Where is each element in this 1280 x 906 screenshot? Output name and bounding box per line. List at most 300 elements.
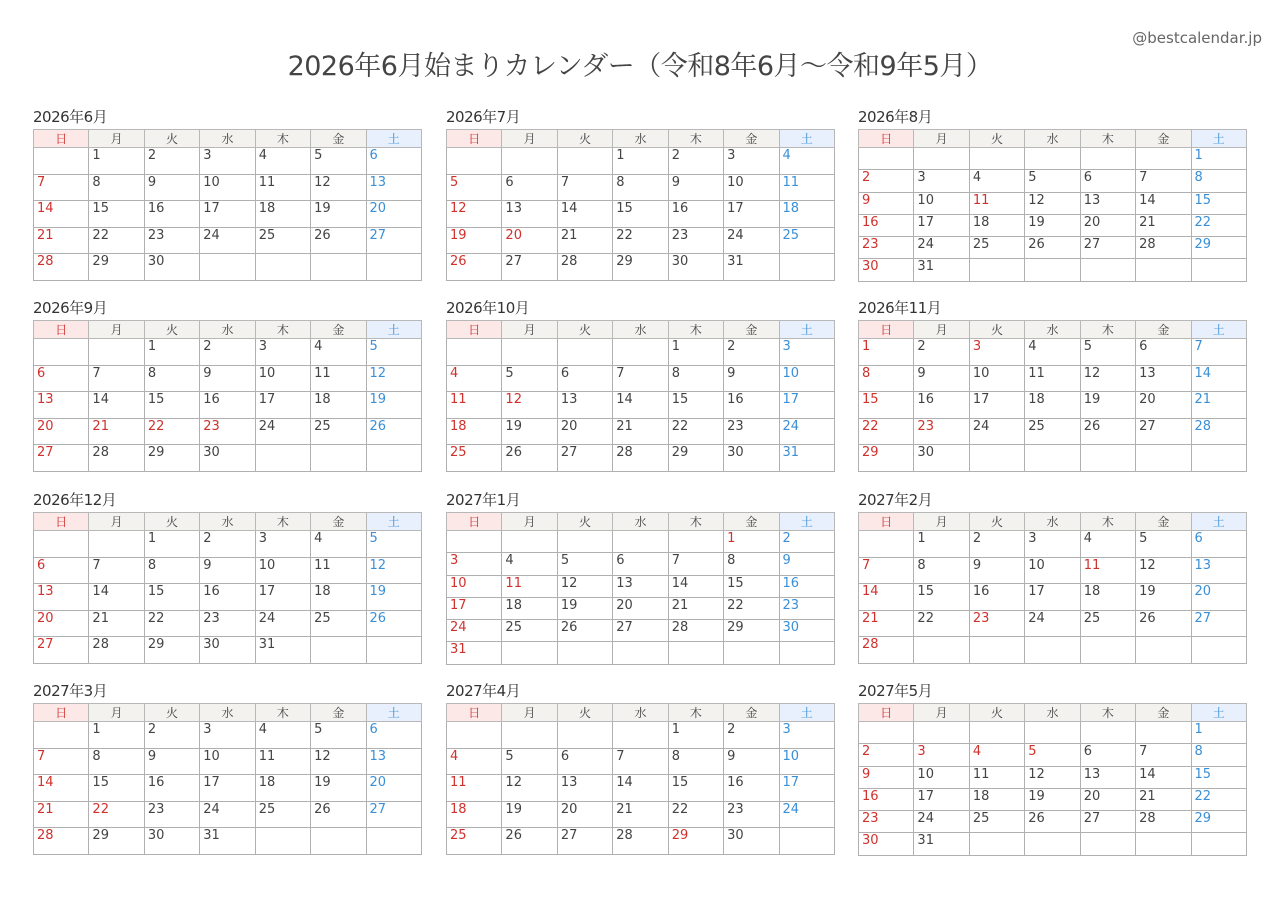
month-table [446,512,835,665]
day-cell: 19 [311,201,366,228]
empty-cell [1136,148,1191,170]
day-cell: 2 [914,339,969,366]
day-cell: 19 [502,801,557,828]
empty-cell [969,259,1024,281]
day-cell: 13 [613,575,668,597]
day-cell: 25 [311,418,366,445]
day-cell: 17 [724,201,779,228]
day-cell: 30 [668,254,723,281]
day-cell: 8 [1191,170,1246,192]
day-cell: 3 [1025,531,1080,558]
day-cell: 31 [724,254,779,281]
day-cell: 25 [255,801,310,828]
month-title: 2027年4月 [446,682,521,700]
weekday-header: 火 [969,704,1024,722]
month-title: 2027年1月 [446,491,521,509]
day-cell: 13 [34,392,89,419]
day-cell: 5 [366,339,421,366]
day-cell: 4 [779,148,834,175]
day-cell: 22 [144,610,199,637]
weekday-header: 日 [447,513,502,531]
day-cell: 6 [557,748,612,775]
empty-cell [1080,148,1135,170]
day-cell: 9 [859,192,914,214]
day-cell: 13 [1136,365,1191,392]
day-cell: 11 [311,557,366,584]
weekday-header: 金 [724,704,779,722]
day-cell: 23 [668,227,723,254]
day-cell: 27 [366,227,421,254]
day-cell: 29 [1191,811,1246,833]
empty-cell [1191,445,1246,472]
day-cell: 10 [1025,557,1080,584]
empty-cell [969,445,1024,472]
day-cell: 31 [447,642,502,664]
day-cell: 17 [779,392,834,419]
day-cell: 26 [1025,811,1080,833]
day-cell: 6 [34,557,89,584]
day-cell: 12 [1025,192,1080,214]
day-cell: 11 [969,192,1024,214]
day-cell: 8 [668,748,723,775]
empty-cell [1136,445,1191,472]
weekday-header: 日 [859,704,914,722]
day-cell: 6 [502,174,557,201]
day-cell: 29 [144,637,199,664]
day-cell: 17 [200,201,255,228]
day-cell: 29 [89,828,144,855]
empty-cell [613,531,668,553]
day-cell: 6 [1136,339,1191,366]
day-cell: 22 [859,418,914,445]
day-cell: 26 [1080,418,1135,445]
day-cell: 9 [144,748,199,775]
day-cell: 1 [1191,722,1246,744]
day-cell: 21 [859,610,914,637]
day-cell: 5 [502,365,557,392]
day-cell: 9 [200,557,255,584]
weekday-header: 火 [557,704,612,722]
day-cell: 26 [366,418,421,445]
month-calendar [33,680,422,855]
page-title: 2026年6月始まりカレンダー（令和8年6月～令和9年5月） [287,51,993,82]
weekday-header: 水 [200,130,255,148]
day-cell: 9 [724,365,779,392]
day-cell: 5 [311,148,366,175]
day-cell: 5 [447,174,502,201]
day-cell: 18 [969,788,1024,810]
day-cell: 1 [724,531,779,553]
weekday-header: 火 [557,130,612,148]
day-cell: 21 [1136,788,1191,810]
day-cell: 15 [613,201,668,228]
day-cell: 12 [502,392,557,419]
day-cell: 9 [914,365,969,392]
day-cell: 18 [1080,584,1135,611]
day-cell: 15 [914,584,969,611]
day-cell: 4 [969,170,1024,192]
weekday-header: 木 [1080,704,1135,722]
month-calendar [33,106,422,281]
month-calendar [446,106,835,281]
day-cell: 26 [366,610,421,637]
day-cell: 15 [668,775,723,802]
day-cell: 4 [1025,339,1080,366]
day-cell: 15 [1191,192,1246,214]
empty-cell [1136,637,1191,664]
day-cell: 14 [89,584,144,611]
day-cell: 28 [613,828,668,855]
weekday-header: 土 [779,321,834,339]
day-cell: 14 [859,584,914,611]
day-cell: 23 [144,801,199,828]
empty-cell [1080,722,1135,744]
weekday-header: 土 [366,513,421,531]
day-cell: 13 [1080,766,1135,788]
day-cell: 30 [859,833,914,855]
day-cell: 19 [447,227,502,254]
weekday-header: 日 [859,321,914,339]
month-calendar [33,297,422,472]
day-cell: 8 [89,174,144,201]
day-cell: 7 [613,748,668,775]
day-cell: 21 [668,597,723,619]
weekday-header: 土 [366,704,421,722]
day-cell: 23 [724,801,779,828]
empty-cell [34,148,89,175]
day-cell: 30 [779,620,834,642]
day-cell: 10 [969,365,1024,392]
day-cell: 10 [447,575,502,597]
empty-cell [1191,259,1246,281]
day-cell: 25 [447,828,502,855]
empty-cell [1136,722,1191,744]
day-cell: 22 [1191,214,1246,236]
day-cell: 11 [447,775,502,802]
day-cell: 24 [914,811,969,833]
day-cell: 22 [668,418,723,445]
month-table [446,129,835,281]
day-cell: 20 [557,418,612,445]
day-cell: 3 [779,722,834,749]
empty-cell [311,637,366,664]
weekday-header: 金 [1136,513,1191,531]
empty-cell [1025,259,1080,281]
empty-cell [969,833,1024,855]
weekday-header: 火 [144,321,199,339]
day-cell: 18 [502,597,557,619]
day-cell: 9 [779,553,834,575]
empty-cell [311,445,366,472]
empty-cell [859,148,914,170]
empty-cell [557,531,612,553]
day-cell: 7 [1191,339,1246,366]
weekday-header: 火 [969,513,1024,531]
day-cell: 21 [34,801,89,828]
day-cell: 3 [914,744,969,766]
day-cell: 20 [1191,584,1246,611]
day-cell: 10 [779,748,834,775]
day-cell: 24 [255,610,310,637]
empty-cell [200,254,255,281]
day-cell: 2 [969,531,1024,558]
empty-cell [668,642,723,664]
weekday-header: 月 [914,704,969,722]
day-cell: 28 [34,254,89,281]
day-cell: 9 [859,766,914,788]
weekday-header: 水 [1025,513,1080,531]
empty-cell [1025,445,1080,472]
day-cell: 16 [969,584,1024,611]
day-cell: 6 [557,365,612,392]
day-cell: 7 [89,557,144,584]
day-cell: 8 [613,174,668,201]
day-cell: 19 [366,584,421,611]
day-cell: 12 [447,201,502,228]
month-title: 2026年8月 [858,108,933,126]
day-cell: 29 [859,445,914,472]
month-table [33,129,422,281]
day-cell: 14 [89,392,144,419]
weekday-header: 金 [311,513,366,531]
day-cell: 22 [613,227,668,254]
day-cell: 17 [255,392,310,419]
day-cell: 19 [1080,392,1135,419]
empty-cell [668,531,723,553]
empty-cell [34,531,89,558]
day-cell: 14 [34,201,89,228]
day-cell: 11 [1080,557,1135,584]
day-cell: 25 [311,610,366,637]
day-cell: 21 [557,227,612,254]
day-cell: 12 [1136,557,1191,584]
weekday-header: 土 [779,513,834,531]
weekday-header: 土 [1191,513,1246,531]
empty-cell [557,339,612,366]
empty-cell [969,637,1024,664]
day-cell: 30 [724,445,779,472]
day-cell: 24 [969,418,1024,445]
empty-cell [255,828,310,855]
day-cell: 17 [1025,584,1080,611]
month-table [33,320,422,472]
day-cell: 18 [779,201,834,228]
day-cell: 13 [502,201,557,228]
day-cell: 19 [311,775,366,802]
day-cell: 6 [1080,744,1135,766]
day-cell: 5 [1136,531,1191,558]
day-cell: 28 [557,254,612,281]
day-cell: 1 [613,148,668,175]
day-cell: 1 [914,531,969,558]
empty-cell [969,148,1024,170]
day-cell: 1 [89,722,144,749]
day-cell: 29 [1191,237,1246,259]
empty-cell [366,445,421,472]
day-cell: 7 [613,365,668,392]
day-cell: 4 [447,365,502,392]
day-cell: 21 [89,418,144,445]
day-cell: 20 [1080,788,1135,810]
empty-cell [1136,259,1191,281]
weekday-header: 月 [89,704,144,722]
day-cell: 3 [255,339,310,366]
day-cell: 25 [779,227,834,254]
day-cell: 29 [668,445,723,472]
month-table [858,129,1247,282]
weekday-header: 日 [859,130,914,148]
day-cell: 18 [447,801,502,828]
day-cell: 28 [89,445,144,472]
weekday-header: 日 [34,130,89,148]
month-table [33,512,422,664]
day-cell: 2 [779,531,834,553]
month-title: 2026年7月 [446,108,521,126]
day-cell: 17 [447,597,502,619]
weekday-header: 金 [724,130,779,148]
day-cell: 25 [969,811,1024,833]
day-cell: 14 [613,392,668,419]
day-cell: 22 [144,418,199,445]
day-cell: 5 [311,722,366,749]
day-cell: 16 [914,392,969,419]
day-cell: 23 [969,610,1024,637]
empty-cell [1025,637,1080,664]
day-cell: 24 [200,227,255,254]
weekday-header: 木 [668,321,723,339]
weekday-header: 火 [144,704,199,722]
day-cell: 5 [1025,744,1080,766]
day-cell: 6 [1191,531,1246,558]
day-cell: 2 [200,531,255,558]
day-cell: 31 [200,828,255,855]
day-cell: 27 [613,620,668,642]
day-cell: 23 [724,418,779,445]
weekday-header: 土 [366,321,421,339]
day-cell: 8 [89,748,144,775]
day-cell: 20 [1136,392,1191,419]
day-cell: 29 [668,828,723,855]
day-cell: 4 [255,148,310,175]
day-cell: 13 [366,748,421,775]
day-cell: 16 [668,201,723,228]
empty-cell [557,722,612,749]
day-cell: 4 [969,744,1024,766]
day-cell: 15 [724,575,779,597]
day-cell: 23 [144,227,199,254]
day-cell: 23 [859,811,914,833]
day-cell: 7 [859,557,914,584]
day-cell: 26 [311,227,366,254]
day-cell: 29 [724,620,779,642]
month-table [446,320,835,472]
day-cell: 30 [144,828,199,855]
month-calendar [858,489,1247,664]
month-table [858,703,1247,856]
weekday-header: 火 [557,321,612,339]
day-cell: 19 [366,392,421,419]
day-cell: 9 [724,748,779,775]
day-cell: 29 [613,254,668,281]
day-cell: 1 [668,339,723,366]
day-cell: 13 [366,174,421,201]
empty-cell [1080,637,1135,664]
weekday-header: 日 [447,321,502,339]
weekday-header: 火 [144,513,199,531]
day-cell: 16 [144,775,199,802]
day-cell: 30 [914,445,969,472]
day-cell: 27 [34,637,89,664]
day-cell: 12 [502,775,557,802]
empty-cell [502,531,557,553]
day-cell: 26 [502,445,557,472]
day-cell: 20 [613,597,668,619]
day-cell: 12 [557,575,612,597]
empty-cell [89,339,144,366]
day-cell: 4 [1080,531,1135,558]
day-cell: 21 [1136,214,1191,236]
month-calendar [33,489,422,664]
day-cell: 30 [200,445,255,472]
day-cell: 2 [724,339,779,366]
day-cell: 3 [969,339,1024,366]
empty-cell [366,828,421,855]
day-cell: 23 [914,418,969,445]
day-cell: 27 [1191,610,1246,637]
month-table [858,320,1247,472]
weekday-header: 月 [89,130,144,148]
day-cell: 3 [724,148,779,175]
day-cell: 3 [200,722,255,749]
month-title: 2026年9月 [33,299,108,317]
day-cell: 7 [34,748,89,775]
day-cell: 16 [144,201,199,228]
day-cell: 3 [447,553,502,575]
day-cell: 28 [859,637,914,664]
day-cell: 25 [502,620,557,642]
day-cell: 17 [779,775,834,802]
day-cell: 8 [724,553,779,575]
empty-cell [502,148,557,175]
empty-cell [1025,722,1080,744]
day-cell: 26 [557,620,612,642]
weekday-header: 月 [914,130,969,148]
day-cell: 31 [255,637,310,664]
empty-cell [613,722,668,749]
empty-cell [969,722,1024,744]
day-cell: 15 [144,392,199,419]
day-cell: 19 [502,418,557,445]
day-cell: 30 [724,828,779,855]
day-cell: 11 [447,392,502,419]
day-cell: 19 [1025,214,1080,236]
weekday-header: 土 [1191,130,1246,148]
day-cell: 10 [255,557,310,584]
weekday-header: 日 [34,321,89,339]
day-cell: 8 [144,557,199,584]
day-cell: 5 [1080,339,1135,366]
weekday-header: 水 [613,704,668,722]
day-cell: 11 [311,365,366,392]
day-cell: 27 [366,801,421,828]
day-cell: 31 [914,259,969,281]
day-cell: 11 [502,575,557,597]
day-cell: 20 [502,227,557,254]
weekday-header: 水 [200,513,255,531]
weekday-header: 金 [311,130,366,148]
empty-cell [311,828,366,855]
day-cell: 17 [969,392,1024,419]
